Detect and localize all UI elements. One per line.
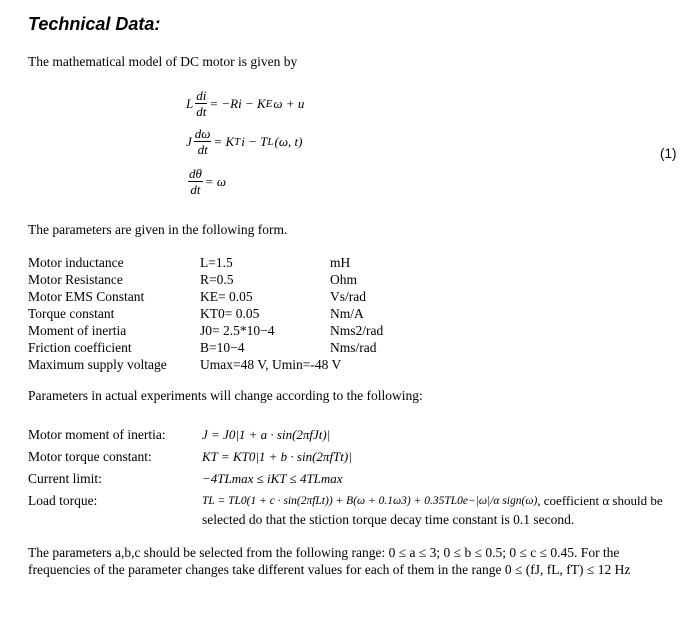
parameter-name: Torque constant: [28, 305, 115, 321]
change-label: Motor torque constant:: [28, 449, 152, 464]
change-formula: TL = TL0(1 + c · sin(2πfLt)) + B(ω + 0.1ω3) + 0.35TL0e−|ω|/α sign(ω): [202, 495, 538, 507]
eq2-sub: T: [234, 135, 241, 148]
parameter-unit: Nms2/rad: [330, 322, 384, 338]
change-row-load: [28, 490, 663, 512]
parameter-row: [28, 339, 448, 356]
change-row-torque: [28, 446, 663, 468]
parameter-value: B=10−4: [200, 339, 245, 355]
page-title: Technical Data:: [28, 14, 161, 34]
parameter-value: KT0= 0.05: [200, 305, 260, 321]
parameter-value: KE= 0.05: [200, 288, 253, 304]
parameter-name: Friction coefficient: [28, 339, 132, 355]
eq1-numerator: di: [196, 88, 207, 103]
change-formula: J = J0|1 + a · sin(2πfJt)|: [202, 427, 331, 442]
eq1-rhs: = −Ri − K: [209, 95, 266, 111]
parameter-unit: Nms/rad: [330, 339, 377, 355]
parameters-intro: The parameters are given in the following form.: [28, 222, 288, 237]
eq3-fraction: [188, 166, 203, 197]
intro-text: The mathematical model of DC motor is given by: [28, 54, 298, 69]
parameter-row: [28, 254, 448, 271]
changes-list: [28, 424, 663, 534]
change-formula: −4TLmax ≤ iKT ≤ 4TLmax: [202, 471, 343, 486]
parameter-unit: Vs/rad: [330, 288, 366, 304]
eq2-numerator: dω: [194, 126, 211, 141]
eq2-rhs2: i − T: [241, 133, 268, 149]
parameter-row: [28, 271, 448, 288]
parameter-name: Motor inductance: [28, 254, 124, 270]
parameters-table: [28, 254, 448, 373]
change-label: Current limit:: [28, 471, 102, 486]
eq2-sub2: L: [267, 135, 274, 148]
parameter-unit: Nm/A: [330, 305, 364, 321]
change-line2: selected do that the stiction torque decay time constant is 0.1 second.: [202, 512, 575, 527]
change-label: Motor moment of inertia:: [28, 427, 166, 442]
eq1-rhs2: ω + u: [273, 95, 305, 111]
equation-current: [186, 88, 304, 119]
parameter-value: L=1.5: [200, 254, 233, 270]
equation-speed: [186, 126, 303, 157]
change-label: Load torque:: [28, 493, 98, 508]
parameter-name: Motor Resistance: [28, 271, 123, 287]
experiments-intro: Parameters in actual experiments will change according to the following:: [28, 388, 423, 403]
parameter-value: Umax=48 V, Umin=-48 V: [200, 356, 342, 372]
closing-paragraph: The parameters a,b,c should be selected from the following range: 0 ≤ a ≤ 3; 0 ≤ b ≤ 0.5; 0 ≤ c ≤ 0.45. For the frequencies of the parameter changes take different values for each of them in the range 0 ≤ (fJ, fL, fT) ≤ 12 Hz: [28, 545, 631, 577]
eq2-denominator: dt: [197, 142, 208, 157]
parameter-name: Motor EMS Constant: [28, 288, 145, 304]
eq3-numerator: dθ: [189, 166, 202, 181]
eq1-fraction: [195, 88, 207, 119]
change-row-current: [28, 468, 663, 490]
eq3-rhs: = ω: [204, 173, 227, 189]
parameter-value: J0= 2.5*10−4: [200, 322, 275, 338]
eq2-coefficient: J: [186, 133, 192, 149]
eq2-rhs: = K: [213, 133, 235, 149]
parameter-name: Moment of inertia: [28, 322, 127, 338]
change-tail: , coefficient α should be: [537, 493, 663, 508]
change-formula: KT = KT0|1 + b · sin(2πfTt)|: [202, 449, 352, 464]
change-row-load-cont: [28, 512, 663, 534]
eq1-denominator: dt: [196, 104, 207, 119]
parameter-name: Maximum supply voltage: [28, 356, 167, 372]
parameter-row: [28, 356, 448, 373]
parameter-value: R=0.5: [200, 271, 234, 287]
eq1-sub: E: [265, 97, 273, 110]
parameter-row: [28, 322, 448, 339]
parameter-unit: mH: [330, 254, 351, 270]
equation-number: (1): [660, 146, 677, 161]
eq3-denominator: dt: [190, 182, 201, 197]
parameter-row: [28, 305, 448, 322]
parameter-row: [28, 288, 448, 305]
change-row-inertia: [28, 424, 663, 446]
eq2-fraction: [194, 126, 212, 157]
equation-angle: [186, 166, 226, 197]
parameter-unit: Ohm: [330, 271, 357, 287]
eq1-coefficient: L: [186, 95, 194, 111]
eq2-rhs3: (ω, t): [274, 133, 303, 149]
